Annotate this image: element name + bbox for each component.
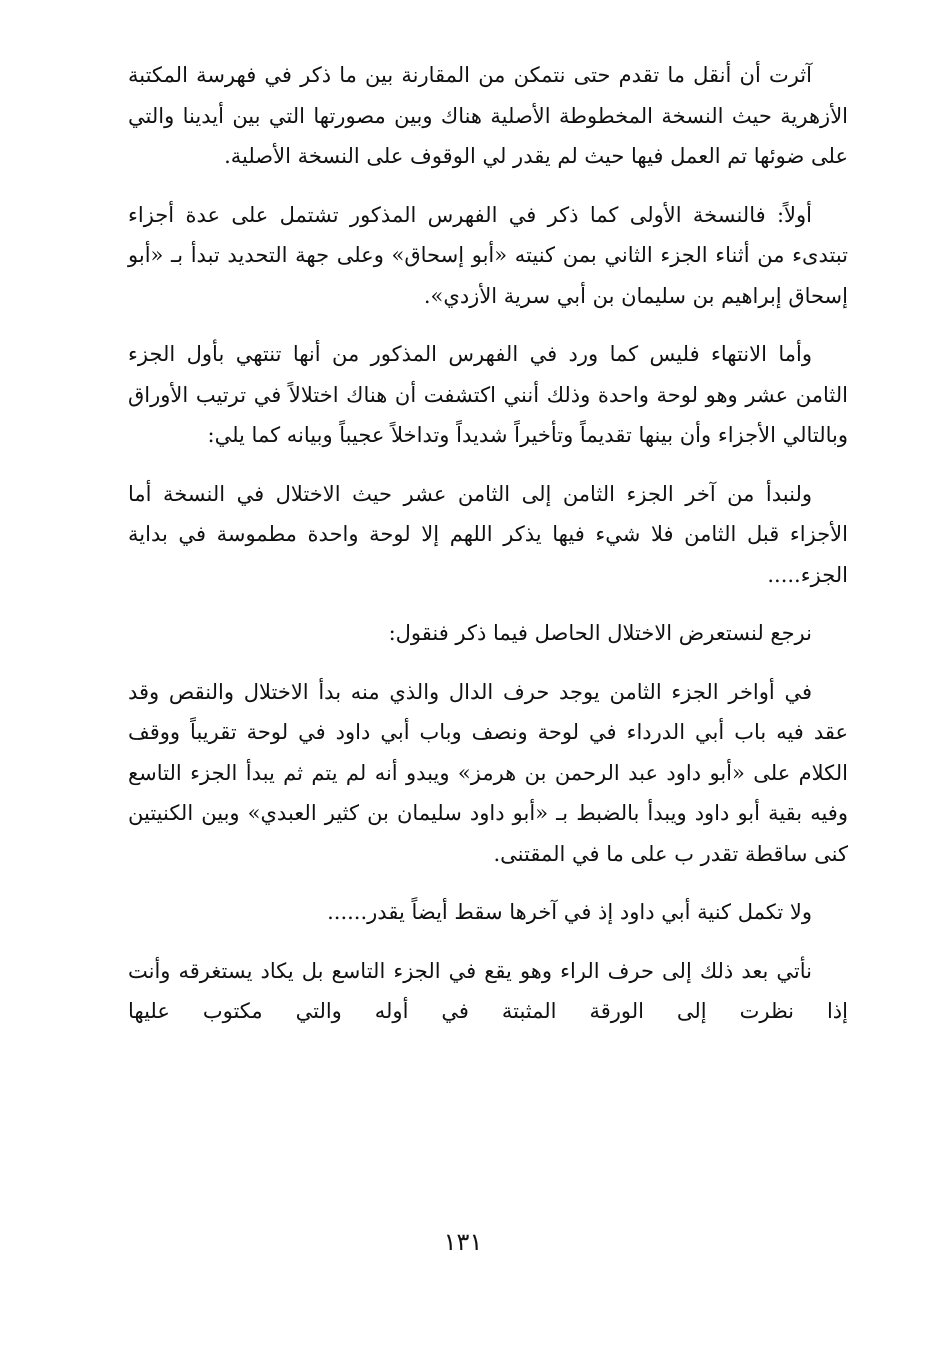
- paragraph-start-review: ولنبدأ من آخر الجزء الثامن إلى الثامن عشر حيث الاختلال في النسخة أما الأجزاء قبل الثامن فلا شيء فيها يذكر اللهم إلا لوحة واحدة مطموسة في بداية الجزء.....: [128, 481, 848, 587]
- paragraph-ra-section: نأتي بعد ذلك إلى حرف الراء وهو يقع في الجزء التاسع بل يكاد يستغرقه وأنت إذا نظرت إلى الورقة المثبتة في أوله والتي مكتوب عليها: [128, 958, 848, 1023]
- paragraph-return: نرجع لنستعرض الاختلال الحاصل فيما ذكر فنقول:: [388, 621, 812, 645]
- paragraph-intro: آثرت أن أنقل ما تقدم حتى نتمكن من المقارنة بين ما ذكر في فهرسة المكتبة الأزهرية حيث النسخة المخطوطة الأصلية هناك وبين مصورتها التي بين أيدينا والتي على ضوئها تم العمل فيها حيث لم يقدر لي الوقوف على النسخة الأصلية.: [128, 63, 848, 168]
- paragraph-ending: وأما الانتهاء فليس كما ورد في الفهرس المذكور من أنها تنتهي بأول الجزء الثامن عشر وهو لوحة واحدة وذلك أنني اكتشفت أن هناك اختلالاً في ترتيب الأوراق وبالتالي الأجزاء وأن بينها تقديماً وتأخيراً شديداً وتداخلاً عجيباً وبيانه كما يلي:: [128, 342, 848, 447]
- page-body: [128, 55, 848, 1050]
- page-number: ١٣١: [443, 1228, 483, 1256]
- paragraph-abu-dawud: ولا تكمل كنية أبي داود إذ في آخرها سقط أيضاً يقدر......: [327, 900, 812, 924]
- paragraph-first-copy: أولاً: فالنسخة الأولى كما ذكر في الفهرس المذكور تشتمل على عدة أجزاء تبتدىء من أثناء الجزء الثاني بمن كنيته «أبو إسحاق» وعلى جهة التحديد تبدأ بـ «أبو إسحاق إبراهيم بن سليمان بن أبي سرية الأزدي».: [128, 202, 848, 308]
- paragraph-dal-section: في أواخر الجزء الثامن يوجد حرف الدال والذي منه بدأ الاختلال والنقص وقد عقد فيه باب أبي الدرداء في لوحة ونصف وباب أبي داود في لوحة تقريباً ووقف الكلام على «أبو داود عبد الرحمن بن هرمز» ويبدو أنه لم يتم ثم يبدأ الجزء التاسع وفيه بقية أبو داود ويبدأ بالضبط بـ «أبو داود سليمان بن كثير العبدي» وبين الكنيتين كنى ساقطة تقدر ب على ما في المقتنى.: [128, 679, 848, 866]
